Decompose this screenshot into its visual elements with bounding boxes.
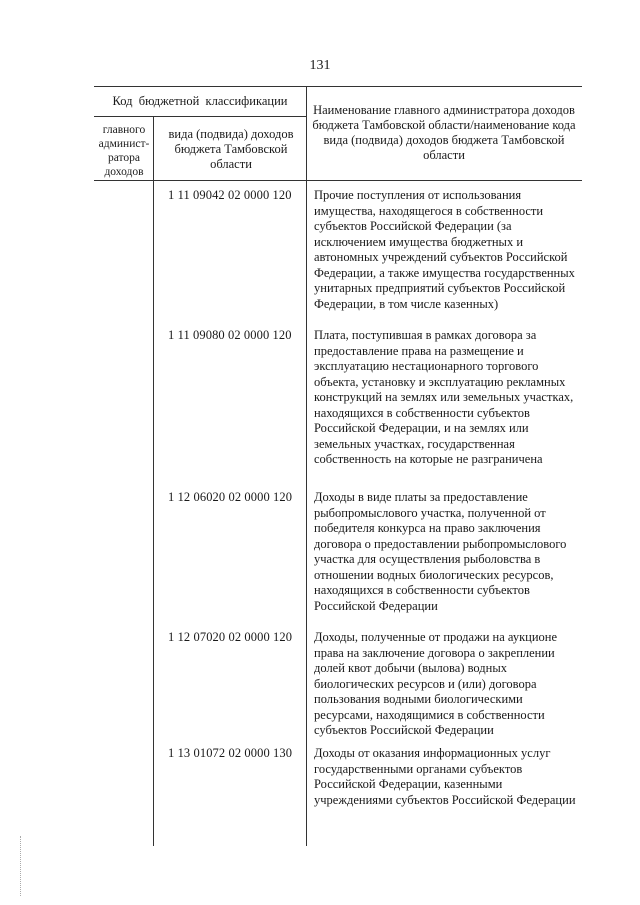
table-row-2-code: 1 11 09080 02 0000 120 bbox=[168, 328, 292, 342]
col-divider-2 bbox=[306, 86, 307, 846]
table-top-border bbox=[94, 86, 582, 87]
header-group-title: Код бюджетной классификации bbox=[112, 94, 288, 108]
table-row-5-code: 1 13 01072 02 0000 130 bbox=[168, 746, 293, 760]
header-col-admin: главного админист-ратора доходов bbox=[98, 124, 150, 178]
header-group-divider bbox=[94, 116, 306, 117]
table-row-3-code: 1 12 06020 02 0000 120 bbox=[168, 490, 293, 504]
table-row-1-code: 1 11 09042 02 0000 120 bbox=[168, 188, 292, 202]
page-number: 131 bbox=[309, 58, 331, 73]
scan-margin-marks bbox=[20, 836, 23, 896]
table-row-1-name: Прочие поступления от использования имущества, находящегося в собственности субъектов Российской Федерации (за исключением имущества бюджетных и автономных учреждений субъектов Российской Федерации, а также имущества государственных унитарных предприятий субъектов Российской Федерации, в том числе казенных) bbox=[314, 188, 575, 311]
col-divider-1 bbox=[153, 116, 154, 846]
header-col-income-type: вида (подвида) доходов бюджета Тамбовской области bbox=[168, 127, 294, 171]
table-row-4-code: 1 12 07020 02 0000 120 bbox=[168, 630, 293, 644]
header-bottom-border bbox=[94, 180, 582, 181]
table-row-2-name: Плата, поступившая в рамках договора за предоставление права на размещение и эксплуатацию нестационарного торгового объекта, установку и эксплуатацию рекламных конструкций на землях или земельных участках, находящихся в собственности субъектов Российской Федерации, и на землях или земельных участках, государственная собственность на которые не разграничена bbox=[314, 328, 574, 466]
table-row-4-name: Доходы, полученные от продажи на аукционе права на заключение договора о закреплении долей квот добычи (вылова) водных биологических ресурсов и (или) договора пользования водными биологическими ресурсами, находящимися в собственности субъектов Российской Федерации bbox=[314, 630, 558, 737]
table-row-3-name: Доходы в виде платы за предоставление рыбопромыслового участка, полученной от победителя конкурса на право заключения договора о предоставлении рыбопромыслового участка для осуществления рыболовства в отношении водных биологических ресурсов, находящихся в собственности субъектов Российской Федерации bbox=[314, 490, 567, 613]
table-row-5-name: Доходы от оказания информационных услуг государственными органами субъектов Российской Федерации, казенными учреждениями субъектов Российской Федерации bbox=[314, 746, 576, 807]
header-col-name: Наименование главного администратора доходов бюджета Тамбовской области/наименование кода вида (подвида) доходов бюджета Тамбовской области bbox=[312, 103, 576, 162]
